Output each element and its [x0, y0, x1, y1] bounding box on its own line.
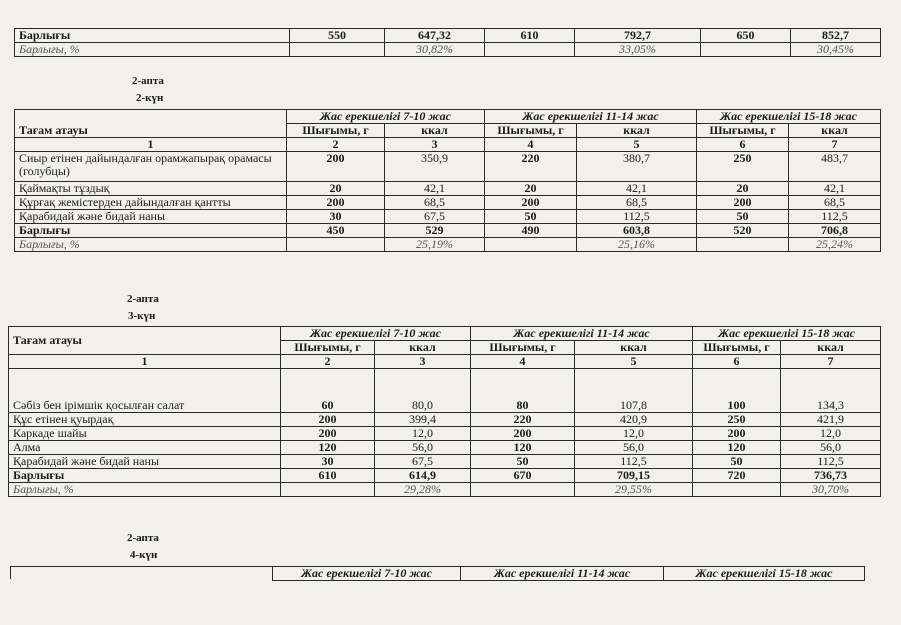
total-row — [15, 224, 881, 238]
yield-header: Шығымы, г — [471, 341, 575, 355]
dish-name: Сәбіз бен ірімшік қосылған салат — [9, 369, 281, 413]
total-value: 670 — [471, 469, 575, 483]
yield-value: 120 — [693, 441, 781, 455]
kcal-header: ккал — [375, 341, 471, 355]
column-number: 2 — [281, 355, 375, 369]
table-row — [9, 413, 881, 427]
percent-value: 25,16% — [577, 238, 697, 252]
summary-total-row — [15, 29, 881, 43]
kcal-value: 80,0 — [375, 369, 471, 413]
yield-value: 120 — [281, 441, 375, 455]
kcal-value: 42,1 — [385, 182, 485, 196]
kcal-value: 421,9 — [781, 413, 881, 427]
kcal-value: 56,0 — [375, 441, 471, 455]
total-value: 529 — [385, 224, 485, 238]
kcal-value: 56,0 — [575, 441, 693, 455]
column-number: 5 — [575, 355, 693, 369]
kcal-value: 483,7 — [789, 152, 881, 182]
kcal-header: ккал — [575, 341, 693, 355]
yield-value: 220 — [471, 413, 575, 427]
column-number: 7 — [781, 355, 881, 369]
kcal-value: 68,5 — [577, 196, 697, 210]
kcal-header: ккал — [789, 124, 881, 138]
percent-label: Барлығы, % — [15, 43, 290, 57]
table-row — [15, 210, 881, 224]
yield-value: 80 — [471, 369, 575, 413]
age-group-header: Жас ерекшелігі 15-18 жас — [697, 110, 881, 124]
age-group-header-row — [9, 327, 881, 341]
yield-header: Шығымы, г — [485, 124, 577, 138]
total-value: 490 — [485, 224, 577, 238]
dish-name: Құрғақ жемістерден дайындалған қантты — [15, 196, 287, 210]
yield-value: 20 — [697, 182, 789, 196]
day-label: 2-күн — [136, 92, 164, 104]
yield-value: 60 — [281, 369, 375, 413]
age-group-header: Жас ерекшелігі 11-14 жас — [471, 327, 693, 341]
dish-name-header: Тағам атауы — [9, 327, 281, 355]
kcal-value: 107,8 — [575, 369, 693, 413]
table-row — [9, 427, 881, 441]
total-value: 792,7 — [575, 29, 701, 43]
total-value: 520 — [697, 224, 789, 238]
total-value: 647,32 — [385, 29, 485, 43]
age-group-header: Жас ерекшелігі 11-14 жас — [485, 110, 697, 124]
dish-name: Қаймақты тұздық — [15, 182, 287, 196]
kcal-value: 112,5 — [577, 210, 697, 224]
total-value: 450 — [287, 224, 385, 238]
column-number-row — [9, 355, 881, 369]
day4-table-left-edge — [10, 566, 273, 579]
age-group-header-row — [15, 110, 881, 124]
percent-value: 29,55% — [575, 483, 693, 497]
percent-row — [15, 238, 881, 252]
dish-name: Каркаде шайы — [9, 427, 281, 441]
yield-value: 30 — [281, 455, 375, 469]
yield-header: Шығымы, г — [697, 124, 789, 138]
yield-value: 200 — [287, 152, 385, 182]
dish-name: Құс етінен қуырдақ — [9, 413, 281, 427]
percent-value: 30,45% — [791, 43, 881, 57]
yield-value: 250 — [697, 152, 789, 182]
summary-percent-row — [15, 43, 881, 57]
total-value: 550 — [290, 29, 385, 43]
table-row — [15, 196, 881, 210]
kcal-value: 56,0 — [781, 441, 881, 455]
total-value: 720 — [693, 469, 781, 483]
percent-value: 33,05% — [575, 43, 701, 57]
kcal-value: 112,5 — [789, 210, 881, 224]
table-row — [9, 455, 881, 469]
day3-menu-table — [8, 326, 881, 497]
column-number: 6 — [697, 138, 789, 152]
percent-value: 30,82% — [385, 43, 485, 57]
kcal-value: 67,5 — [375, 455, 471, 469]
dish-name: Қарабидай және бидай наны — [9, 455, 281, 469]
yield-value: 200 — [281, 413, 375, 427]
percent-value: 29,28% — [375, 483, 471, 497]
dish-name-header: Тағам атауы — [15, 110, 287, 138]
column-number: 5 — [577, 138, 697, 152]
table-row — [15, 152, 881, 182]
total-value: 610 — [485, 29, 575, 43]
kcal-value: 380,7 — [577, 152, 697, 182]
table-row — [15, 182, 881, 196]
age-group-header: Жас ерекшелігі 7-10 жас — [281, 327, 471, 341]
kcal-value: 112,5 — [575, 455, 693, 469]
total-row — [9, 469, 881, 483]
yield-value: 50 — [471, 455, 575, 469]
age-group-header: Жас ерекшелігі 15-18 жас — [664, 567, 865, 581]
total-value: 603,8 — [577, 224, 697, 238]
kcal-value: 134,3 — [781, 369, 881, 413]
yield-value: 200 — [485, 196, 577, 210]
previous-day-summary-table — [14, 28, 881, 57]
percent-value: 30,70% — [781, 483, 881, 497]
day-label: 4-күн — [130, 549, 158, 561]
kcal-header: ккал — [781, 341, 881, 355]
total-value: 709,15 — [575, 469, 693, 483]
yield-value: 200 — [287, 196, 385, 210]
kcal-header: ккал — [385, 124, 485, 138]
age-group-header-row — [273, 567, 865, 581]
yield-value: 20 — [485, 182, 577, 196]
yield-value: 120 — [471, 441, 575, 455]
kcal-value: 12,0 — [575, 427, 693, 441]
kcal-value: 399,4 — [375, 413, 471, 427]
total-label: Барлығы — [15, 224, 287, 238]
kcal-value: 42,1 — [577, 182, 697, 196]
kcal-value: 12,0 — [375, 427, 471, 441]
dish-name: Алма — [9, 441, 281, 455]
kcal-value: 112,5 — [781, 455, 881, 469]
kcal-value: 68,5 — [385, 196, 485, 210]
age-group-header: Жас ерекшелігі 7-10 жас — [273, 567, 461, 581]
table-row — [9, 441, 881, 455]
total-label: Барлығы — [15, 29, 290, 43]
percent-value: 25,24% — [789, 238, 881, 252]
week-label: 2-апта — [127, 532, 159, 544]
kcal-value: 350,9 — [385, 152, 485, 182]
table-row — [9, 369, 881, 413]
total-value: 706,8 — [789, 224, 881, 238]
column-number-row — [15, 138, 881, 152]
yield-value: 100 — [693, 369, 781, 413]
day-label: 3-күн — [128, 310, 156, 322]
yield-value: 50 — [693, 455, 781, 469]
column-number: 4 — [485, 138, 577, 152]
column-number: 3 — [375, 355, 471, 369]
total-label: Барлығы — [9, 469, 281, 483]
total-value: 736,73 — [781, 469, 881, 483]
percent-row — [9, 483, 881, 497]
dish-name: Сиыр етінен дайындалған орамжапырақ орамасы (голубцы) — [15, 152, 287, 182]
yield-value: 200 — [697, 196, 789, 210]
yield-value: 250 — [693, 413, 781, 427]
kcal-header: ккал — [577, 124, 697, 138]
dish-name: Қарабидай және бидай наны — [15, 210, 287, 224]
yield-value: 20 — [287, 182, 385, 196]
total-value: 610 — [281, 469, 375, 483]
yield-value: 50 — [485, 210, 577, 224]
yield-value: 30 — [287, 210, 385, 224]
week-label: 2-апта — [132, 75, 164, 87]
yield-value: 220 — [485, 152, 577, 182]
day4-menu-table — [272, 566, 865, 581]
age-group-header: Жас ерекшелігі 7-10 жас — [287, 110, 485, 124]
kcal-value: 68,5 — [789, 196, 881, 210]
yield-header: Шығымы, г — [287, 124, 385, 138]
column-number: 1 — [15, 138, 287, 152]
total-value: 650 — [701, 29, 791, 43]
column-number: 2 — [287, 138, 385, 152]
column-number: 4 — [471, 355, 575, 369]
day2-menu-table — [14, 109, 881, 252]
column-number: 7 — [789, 138, 881, 152]
percent-value: 25,19% — [385, 238, 485, 252]
percent-label: Барлығы, % — [9, 483, 281, 497]
percent-label: Барлығы, % — [15, 238, 287, 252]
total-value: 614,9 — [375, 469, 471, 483]
column-number: 3 — [385, 138, 485, 152]
yield-header: Шығымы, г — [281, 341, 375, 355]
yield-value: 200 — [471, 427, 575, 441]
yield-header: Шығымы, г — [693, 341, 781, 355]
yield-value: 200 — [281, 427, 375, 441]
yield-value: 50 — [697, 210, 789, 224]
kcal-value: 12,0 — [781, 427, 881, 441]
kcal-value: 42,1 — [789, 182, 881, 196]
kcal-value: 420,9 — [575, 413, 693, 427]
column-number: 1 — [9, 355, 281, 369]
age-group-header: Жас ерекшелігі 15-18 жас — [693, 327, 881, 341]
yield-value: 200 — [693, 427, 781, 441]
age-group-header: Жас ерекшелігі 11-14 жас — [461, 567, 664, 581]
week-label: 2-апта — [127, 293, 159, 305]
total-value: 852,7 — [791, 29, 881, 43]
column-number: 6 — [693, 355, 781, 369]
kcal-value: 67,5 — [385, 210, 485, 224]
